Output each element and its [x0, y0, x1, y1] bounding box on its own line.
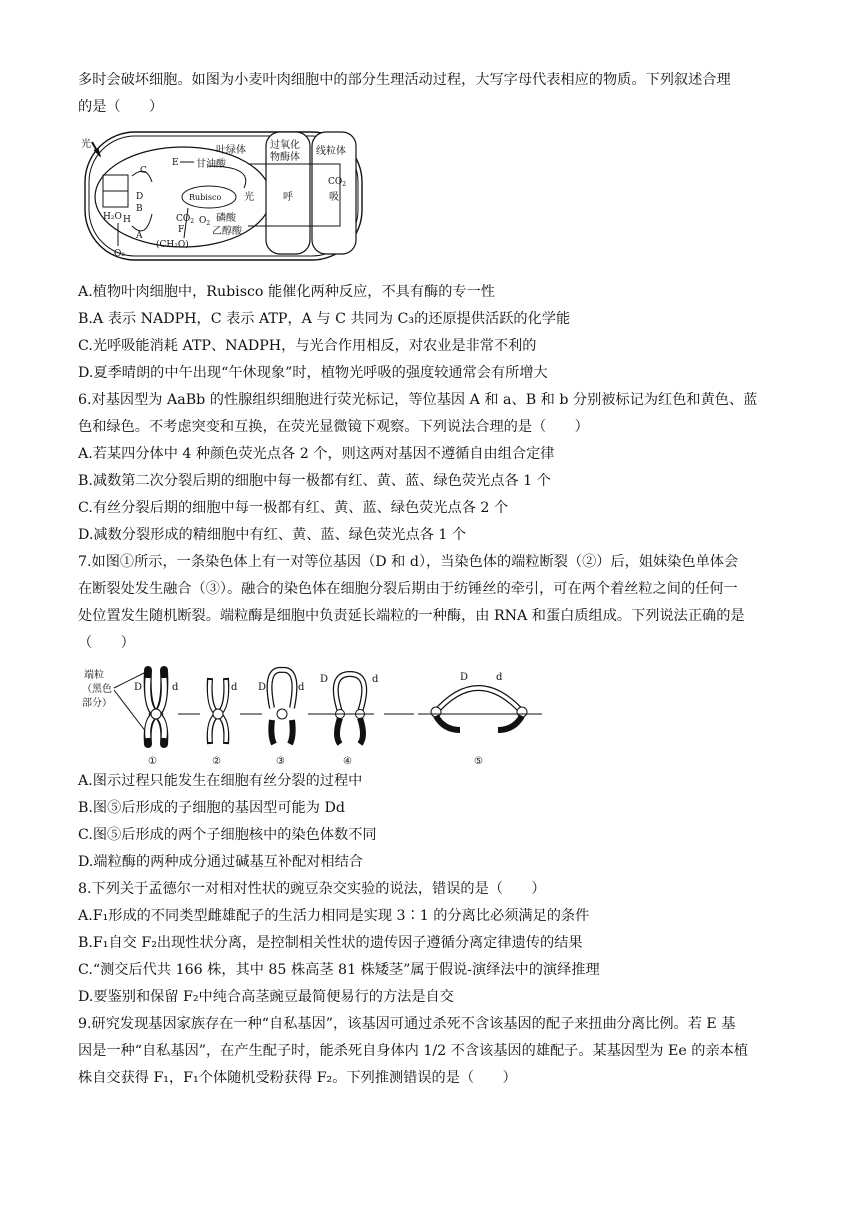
respiration-label-1: 呼 [283, 192, 293, 203]
stage-label-1: ① [148, 756, 157, 767]
allele-D-4: D [320, 674, 329, 685]
photorespiration-diagram [78, 126, 370, 272]
chromosome-3 [270, 670, 295, 744]
rubisco-label: Rubisco [189, 193, 222, 202]
allele-d-2: d [231, 682, 238, 693]
carbohydrate-label: (CH₂O) [156, 240, 189, 250]
letter-D: D [136, 192, 144, 202]
peroxisome-label-2: 物酶体 [270, 152, 300, 163]
allele-d-3: d [298, 682, 305, 693]
letter-F: F [178, 225, 185, 235]
q7-stem-1: 7.如图①所示，一条染色体上有一对等位基因（D 和 d），当染色体的端粒断裂（②）后，姐妹染色单体会 [78, 554, 739, 570]
glycolate-label: 乙醇酸 [212, 226, 242, 237]
chloroplast-label: 叶绿体 [216, 145, 246, 156]
q9-stem-1: 9.研究发现基因家族存在一种“自私基因”，该基因可通过杀死不含该基因的配子来扭曲分离比例。若 E 基 [78, 1016, 736, 1032]
letter-E: E [172, 158, 179, 168]
co2-inner-label: $CO_2$ [176, 214, 195, 225]
q8-option-c: C.“测交后代共 166 株，其中 85 株高茎 81 株矮茎”属于假说-演绎法中的演绎推理 [78, 962, 600, 978]
q6-option-a: A.若某四分体中 4 种颜色荧光点各 2 个，则这两对基因不遵循自由组合定律 [78, 446, 555, 462]
granum-top [103, 175, 128, 191]
telomere-label-3: 部分） [82, 698, 112, 709]
q5-option-c: C.光呼吸能消耗 ATP、NADPH，与光合作用相反，对农业是非常不利的 [78, 338, 537, 354]
q7-option-d: D.端粒酶的两种成分通过碱基互补配对相结合 [78, 854, 363, 870]
q9-stem-3: 株自交获得 F₁，F₁个体随机受粉获得 F₂。下列推测错误的是（ ） [78, 1070, 517, 1086]
phosphate-label: 磷酸 [216, 213, 236, 224]
stage-label-5: ⑤ [474, 756, 483, 767]
chromosome-4 [326, 674, 374, 744]
letter-C: C [140, 166, 147, 176]
granum-bottom [103, 191, 128, 207]
q9-stem-2: 因是一种“自私基因”，在产生配子时，能杀死自身体内 1/2 不含该基因的雄配子。某基因型为 Ee 的亲本植 [78, 1043, 749, 1059]
allele-D-1: D [134, 682, 143, 693]
q7-stem-4: （ ） [78, 635, 135, 651]
q8-option-b: B.F₁自交 F₂出现性状分离，是控制相关性状的遗传因子遵循分离定律遗传的结果 [78, 935, 583, 951]
telomere-label-2: （黑色 [82, 684, 112, 695]
q5-option-d: D.夏季晴朗的中午出现“午休现象”时，植物光呼吸的强度较通常会有所增大 [78, 365, 548, 381]
stage-label-2: ② [212, 756, 221, 767]
q6-option-b: B.减数第二次分裂后期的细胞中每一极都有红、黄、蓝、绿色荧光点各 1 个 [78, 473, 551, 489]
chromosome-1 [148, 670, 165, 744]
co2-right-label: $CO_2$ [328, 177, 347, 188]
light-label: 光 [81, 139, 91, 150]
intro-line-2: 的是（ ） [78, 99, 164, 115]
q6-stem-2: 色和绿色。不考虑突变和互换，在荧光显微镜下观察。下列说法合理的是（ ） [78, 419, 589, 435]
q7-stem-2: 在断裂处发生融合（③）。融合的染色体在细胞分裂后期由于纺锤丝的牵引，可在两个着丝粒之间的任何一 [78, 581, 738, 597]
chromosome-5 [418, 688, 542, 730]
chromosome-2 [210, 678, 227, 744]
q7-stem-3: 处位置发生随机断裂。端粒酶是细胞中负责延长端粒的一种酶，由 RNA 和蛋白质组成。下列说法正确的是 [78, 608, 745, 624]
q6-option-c: C.有丝分裂后期的细胞中每一极都有红、黄、蓝、绿色荧光点各 2 个 [78, 500, 509, 516]
oxygen-bottom-label: O₂ [114, 249, 125, 259]
letter-B: B [136, 204, 143, 214]
letter-H: H [123, 215, 131, 225]
q7-option-c: C.图⑤后形成的两个子细胞核中的染色体数不同 [78, 827, 377, 843]
telomere-label-1: 端粒 [84, 670, 104, 681]
intro-line-1: 多时会破坏细胞。如图为小麦叶肉细胞中的部分生理活动过程，大写字母代表相应的物质。下列叙述合理 [78, 72, 731, 88]
allele-d-1: d [172, 682, 179, 693]
respiration-label-2: 吸 [329, 192, 339, 203]
allele-d-4: d [372, 674, 379, 685]
telomere-pointer [114, 672, 146, 732]
stage-label-4: ④ [343, 756, 352, 767]
chromosome-diagram [78, 658, 558, 770]
q8-option-d: D.要鉴别和保留 F₂中纯合高茎豌豆最简便易行的方法是自交 [78, 989, 454, 1005]
stage-label-3: ③ [276, 756, 285, 767]
q8-stem: 8.下列关于孟德尔一对相对性状的豌豆杂交实验的说法，错误的是（ ） [78, 881, 546, 897]
water-label: H₂O [103, 212, 122, 222]
light-inner-label: 光 [244, 192, 254, 203]
o2-inner-label: $O_2$ [199, 216, 211, 227]
allele-d-5: d [496, 672, 503, 683]
q6-option-d: D.减数分裂形成的精细胞中有红、黄、蓝、绿色荧光点各 1 个 [78, 527, 467, 543]
letter-A: A [136, 231, 143, 241]
q7-option-b: B.图⑤后形成的子细胞的基因型可能为 Dd [78, 800, 345, 816]
q5-option-a: A.植物叶肉细胞中，Rubisco 能催化两种反应，不具有酶的专一性 [78, 284, 495, 300]
q5-option-b: B.A 表示 NADPH，C 表示 ATP，A 与 C 共同为 C₃的还原提供活跃的化学能 [78, 311, 571, 327]
allele-D-5: D [460, 672, 469, 683]
glycerate-label: 甘油酸 [196, 159, 226, 170]
q7-option-a: A.图示过程只能发生在细胞有丝分裂的过程中 [78, 773, 363, 789]
peroxisome-label-1: 过氧化 [270, 140, 300, 151]
q6-stem-1: 6.对基因型为 AaBb 的性腺组织细胞进行荧光标记，等位基因 A 和 a、B 和 b 分别被标记为红色和黄色、蓝 [78, 392, 758, 408]
arrow-A [132, 214, 152, 231]
q8-option-a: A.F₁形成的不同类型雌雄配子的生活力相同是实现 3∶1 的分离比必须满足的条件 [78, 908, 590, 924]
allele-D-3: D [258, 682, 267, 693]
mitochondrion-label: 线粒体 [316, 146, 346, 157]
